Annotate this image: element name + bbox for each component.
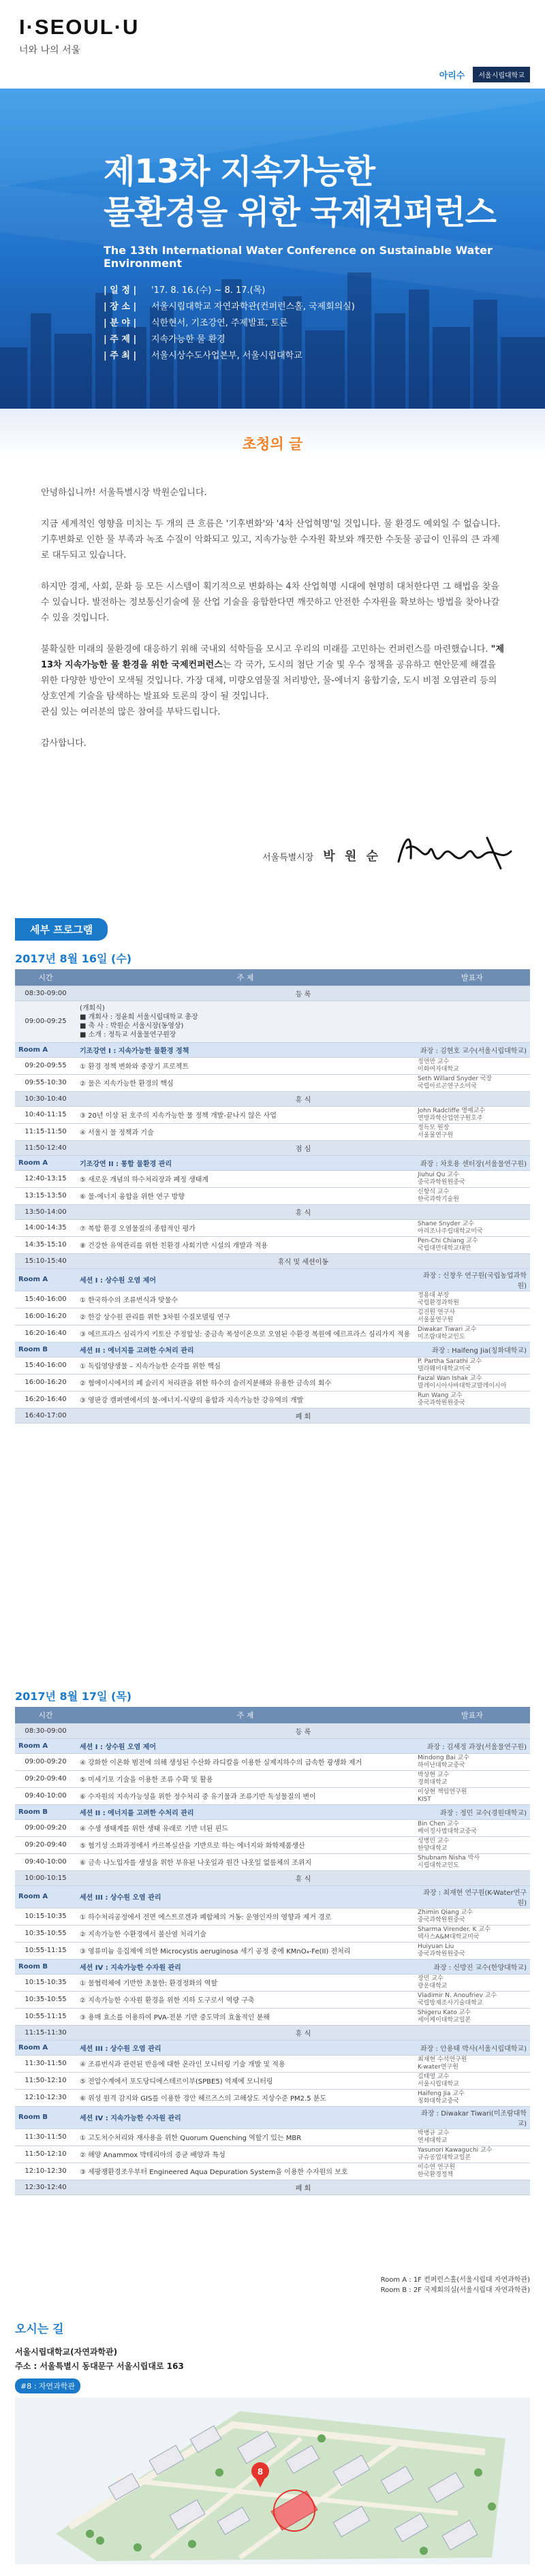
row-speaker: 성병민 교수 한양대학교 xyxy=(414,1836,530,1853)
session-title: 세션 III : 상수원 오염 관리 xyxy=(76,1885,414,1908)
session-chair: 좌장 : 신방진 교수(한양대학교) xyxy=(414,1959,530,1974)
row-time: 10:55-11:15 xyxy=(15,1942,76,1959)
schedule-row xyxy=(15,1770,530,1787)
brand xyxy=(19,15,139,57)
campus-map[interactable] xyxy=(15,2398,530,2564)
row-speaker: Pen-Chi Chiang 교수 국립대만대학교대만 xyxy=(414,1236,530,1253)
room-name: Room A xyxy=(15,1738,76,1753)
row-speaker: 박상현 교수 경희대학교 xyxy=(414,1770,530,1787)
row-speaker: P. Partha Sarathi 교수 델라웨어대학교미국 xyxy=(414,1357,530,1374)
row-label: 폐 회 xyxy=(76,2180,530,2195)
row-time: 10:35-10:55 xyxy=(15,1991,76,2008)
row-time: 15:40-16:00 xyxy=(15,1291,76,1308)
row-topic: ② 물은 지속가능한 환경의 핵심 xyxy=(76,1074,414,1091)
row-speaker: Jiuhui Qu 교수 중국과학원원중국 xyxy=(414,1170,530,1187)
row-topic: ⑤ 혐기성 소화과정에서 카르복실산을 기반으로 하는 에너지와 화학제품생산 xyxy=(76,1836,414,1853)
session-header-row xyxy=(15,1738,530,1753)
row-time: 16:00-16:20 xyxy=(15,1308,76,1325)
map-marker-8: 8 xyxy=(257,2467,264,2477)
row-time: 08:30-09:00 xyxy=(15,1723,76,1738)
row-time: 16:40-17:00 xyxy=(15,1408,76,1423)
room-notes: Room A : 1F 컨퍼런스홀(서울시립대 자연과학관) Room B : 2F 국제회의실(서울시립대 자연과학관) xyxy=(380,2276,530,2294)
row-speaker: Seth Willard Snyder 국장 국립아르곤연구소미국 xyxy=(414,1074,530,1091)
row-speaker: Shigeru Kato 교수 세이케이대학교일본 xyxy=(414,2008,530,2025)
break-row xyxy=(15,986,530,1001)
program-section-title: 세부 프로그램 xyxy=(15,918,530,941)
session-chair: 좌장 : 안용태 박사(서울시립대학교) xyxy=(414,2040,530,2055)
session-title: 세션 IV : 지속가능한 수자원 관리 xyxy=(76,1959,414,1974)
session-chair: 좌장 : 김세정 과장(서울물연구원) xyxy=(414,1738,530,1753)
row-time: 09:00-09:20 xyxy=(15,1819,76,1836)
row-speaker: 박병규 교수 연세대학교 xyxy=(414,2129,530,2146)
day2-title: 2017년 8월 17일 (목) xyxy=(15,1690,132,1703)
row-topic: ① 환경 정책 변화와 중장기 프로젝트 xyxy=(76,1057,414,1074)
row-speaker: 장민 교수 광운대학교 xyxy=(414,1974,530,1991)
schedule-row xyxy=(15,1170,530,1187)
row-speaker: Shubnam Nisha 박사 시립대학교인도 xyxy=(414,1853,530,1870)
row-topic: ② 한강 상수원 관리를 위한 3차원 수질모델링 연구 xyxy=(76,1308,414,1325)
schedule-row xyxy=(15,1106,530,1123)
col-speaker: 발표자 xyxy=(414,969,530,986)
session-title: 기조강연 II : 통합 물환경 관리 xyxy=(76,1155,414,1170)
row-time: 13:15-13:50 xyxy=(15,1187,76,1204)
row-speaker: John Radcliffe 명예교수 연방과학산업연구원호주 xyxy=(414,1106,530,1123)
campus-map-illustration xyxy=(15,2398,530,2564)
conference-title-en: The 13th International Water Conference on Sustainable Water Environment xyxy=(104,244,493,270)
row-label: 등 록 xyxy=(76,1723,530,1738)
row-time: 10:35-10:55 xyxy=(15,1925,76,1942)
break-row xyxy=(15,2180,530,2195)
row-label: 휴 식 xyxy=(76,1091,530,1106)
location-name: 서울시립대학교(자연과학관) xyxy=(15,2347,118,2357)
opening-row xyxy=(15,1001,530,1042)
row-speaker: 정득모 원장 서울물연구원 xyxy=(414,1123,530,1140)
partner-logos xyxy=(439,67,530,82)
schedule-row xyxy=(15,1908,530,1925)
row-topic: ③ 용매 효소를 이용하여 PVA-전분 기반 중도막의 효율적인 분해 xyxy=(76,2008,414,2025)
row-topic: ④ 수생 생태계를 위한 생태 유래로 기반 녀된 핀드 xyxy=(76,1819,414,1836)
row-speaker: 정용대 부장 국립환경과학원 xyxy=(414,1291,530,1308)
location-address: 주소 : 서울특별시 동대문구 서울시립대로 163 xyxy=(15,2361,184,2371)
conference-info: | 일 정 | '17. 8. 16.(수) ~ 8. 17.(목) | 장 소 | 서울시립대학교 자연과학관(컨퍼런스홀, 국제회의실) | 분 야 | 식한현서, 기조강연, 주제발표, 토론 | 주 제 | 지속가능한 물 환경 | 주 최 | 서울시상수도사업본부, 서울시립대학교 xyxy=(104,285,355,361)
row-speaker: Yasunori Kawaguchi 교수 규슈공업대학교일본 xyxy=(414,2146,530,2163)
room-name: Room B xyxy=(15,1804,76,1819)
conference-title: 제13차 지속가능한 물환경을 위한 국제컨퍼런스 xyxy=(104,153,496,232)
row-speaker: Sharma Virender. K 교수 텍사스A&M대학교미국 xyxy=(414,1925,530,1942)
schedule-row xyxy=(15,2146,530,2163)
row-speaker: 김진원 연구사 서울물연구원 xyxy=(414,1308,530,1325)
col-topic: 주 제 xyxy=(76,1707,414,1723)
schedule-row xyxy=(15,1391,530,1408)
row-speaker: Huiyuan Liu 중국과학원원중국 xyxy=(414,1942,530,1959)
row-topic: ③ 세팡쟁환경조우부터 Engineered Aqua Depuration System을 이용한 수자원의 보호 xyxy=(76,2163,414,2180)
row-topic: ① 물협력체에 기반한 초물한: 환경정화의 역할 xyxy=(76,1974,414,1991)
row-topic: ① 독립영양생물 – 지속가능한 순각를 위한 핵심 xyxy=(76,1357,414,1374)
row-speaker: 이상현 책임연구원 KIST xyxy=(414,1787,530,1804)
session-chair: 좌장 : 김현호 교수(서울시립대학교) xyxy=(414,1042,530,1057)
row-speaker: Run Wang 교수 중국과학원원중국 xyxy=(414,1391,530,1408)
hero-banner xyxy=(0,89,545,409)
row-speaker: 최재현 수석연구원 K-water연구원 xyxy=(414,2055,530,2072)
row-label: 휴 식 xyxy=(76,2025,530,2040)
signature-line: 서울특별시장 박 원 순 xyxy=(262,849,382,864)
schedule-row xyxy=(15,1787,530,1804)
row-time: 08:30-09:00 xyxy=(15,986,76,1001)
schedule-row xyxy=(15,2072,530,2089)
session-header-row xyxy=(15,1804,530,1819)
session-title: 세션 IV : 지속가능한 수자원 관리 xyxy=(76,2106,414,2129)
row-time: 13:50-14:00 xyxy=(15,1204,76,1219)
col-time: 시간 xyxy=(15,969,76,986)
row-topic: ③ 영류미늄 응집제에 의한 Microcystis aeruginosa 세기 공정 중에 KMnO₄-Fe(II) 전처리 xyxy=(76,1942,414,1959)
row-topic: ① 고도처수처리와 재사용을 위한 Quorum Quenching 역할기 있는 MBR xyxy=(76,2129,414,2146)
schedule-row xyxy=(15,1925,530,1942)
room-name: Room B xyxy=(15,1959,76,1974)
session-chair: 좌장 : Diwakar Tiwari(미조람대학교) xyxy=(414,2106,530,2129)
row-speaker: 김태영 교수 서울시립대학교 xyxy=(414,2072,530,2089)
row-topic: ① 한국하수의 조류번식과 맞물수 xyxy=(76,1291,414,1308)
schedule-row xyxy=(15,2008,530,2025)
schedule-row xyxy=(15,1219,530,1236)
row-time: 10:00-10:15 xyxy=(15,1870,76,1885)
row-topic: ⑤ 새로운 개념의 하수처리장과 폐정 생태계 xyxy=(76,1170,414,1187)
day1-title: 2017년 8월 16일 (수) xyxy=(15,952,132,965)
session-chair: 좌장 : 정민 교수(경원대학교) xyxy=(414,1804,530,1819)
row-topic: ⑥ 위성 원격 감지와 GIS를 이용한 경안 헤르즈스의 고해상도 지상수준 PM2.5 분도 xyxy=(76,2089,414,2106)
row-time: 10:30-10:40 xyxy=(15,1091,76,1106)
schedule-row xyxy=(15,1325,530,1342)
row-time: 09:20-09:55 xyxy=(15,1057,76,1074)
row-label: 폐 회 xyxy=(76,1408,530,1423)
invitation-paragraph: 불확실한 미래의 물환경에 대응하기 위해 국내외 석학들을 모시고 우리의 미래를 고민하는 컨퍼런스를 마련했습니다. "제13차 지속가능한 물 환경을 위한 국제컨퍼런스는 각 국가, 도시의 첨단 기술 및 우수 정책을 공유하고 현안문제 해결을 위한 다양한 방안이 모색될 것입니다. 가장 대체, 미량오염물질 처리방안, 물-에너지 융합기술, 도시 비점 오염관리 등의 상호연계 기술을 탐색하는 발표와 토론의 장이 될 것입니다. 관심 있는 여러분의 많은 참여를 부탁드립니다. xyxy=(41,644,504,717)
session-header-row xyxy=(15,1042,530,1057)
room-name: Room B xyxy=(15,1342,76,1357)
row-topic: ① 하수처리공정에서 전면 에스트로겐과 폐합체의 거동: 운영인자의 영향과 제거 경로 xyxy=(76,1908,414,1925)
session-header-row xyxy=(15,2106,530,2129)
university-logo: 서울시립대학교 xyxy=(473,67,530,82)
row-time: 15:10-15:40 xyxy=(15,1253,76,1268)
row-time: 09:00-09:25 xyxy=(15,1001,76,1042)
schedule-row xyxy=(15,1991,530,2008)
session-chair: 좌장 : 차호용 센터장(서울물연구원) xyxy=(414,1155,530,1170)
schedule-row xyxy=(15,1836,530,1853)
row-time: 11:15-11:50 xyxy=(15,1123,76,1140)
session-header-row xyxy=(15,1959,530,1974)
schedule-row xyxy=(15,1357,530,1374)
room-name: Room A xyxy=(15,1268,76,1291)
schedule-row xyxy=(15,1236,530,1253)
location-section xyxy=(15,2319,530,2393)
row-speaker: Zhimin Qiang 교수 중국과학원원중국 xyxy=(414,1908,530,1925)
row-topic: ⑥ 수자원의 지속가능성을 위한 정수처리 중 유기물과 조류기반 독성물질의 변이 xyxy=(76,1787,414,1804)
location-title: 오시는 길 xyxy=(15,2323,64,2336)
row-time: 09:40-10:00 xyxy=(15,1853,76,1870)
schedule-row xyxy=(15,1074,530,1091)
schedule-row xyxy=(15,1853,530,1870)
break-row xyxy=(15,1140,530,1155)
col-time: 시간 xyxy=(15,1707,76,1723)
row-time: 12:30-12:40 xyxy=(15,2180,76,2195)
row-speaker: Haifeng Jia 교수 칭화대학교중국 xyxy=(414,2089,530,2106)
schedule-row xyxy=(15,1123,530,1140)
row-topic: ⑤ 미세기포 기술을 이용한 조류 수확 및 활용 xyxy=(76,1770,414,1787)
row-label: 점 심 xyxy=(76,1140,530,1155)
row-time: 11:50-12:10 xyxy=(15,2072,76,2089)
break-row xyxy=(15,1870,530,1885)
invitation-section xyxy=(0,409,545,913)
break-row xyxy=(15,1723,530,1738)
session-header-row xyxy=(15,1268,530,1291)
row-time: 10:40-11:15 xyxy=(15,1106,76,1123)
room-name: Room B xyxy=(15,2106,76,2129)
schedule-row xyxy=(15,1187,530,1204)
day2-schedule-table xyxy=(15,1707,530,2195)
row-topic: ③ 에르프라스 심리가지 키토산 주정합성: 중금속 폭성이온으로 오염된 수환경 복원에 에르프라스 심리가지 적용 xyxy=(76,1325,414,1342)
row-time: 10:55-11:15 xyxy=(15,2008,76,2025)
session-title: 기조강연 I : 지속가능한 물환경 정책 xyxy=(76,1042,414,1057)
row-topic: ⑥ 물-에너지 융합을 위한 연구 방향 xyxy=(76,1187,414,1204)
schedule-row xyxy=(15,1308,530,1325)
col-speaker: 발표자 xyxy=(414,1707,530,1723)
building-badge: #8 : 자연과학관 xyxy=(15,2378,80,2393)
row-speaker: Mindong Bai 교수 하이난대학교중국 xyxy=(414,1753,530,1770)
opening-ceremony: (개회식) ■ 개회사 : 정윤희 서울시립대학교 총장 ■ 축 사 : 박원순 서울시장(동영상) ■ 소개 : 정득교 서울물연구원장 xyxy=(76,1001,530,1042)
row-time: 09:20-09:40 xyxy=(15,1836,76,1853)
session-header-row xyxy=(15,1342,530,1357)
row-time: 16:20-16:40 xyxy=(15,1325,76,1342)
row-speaker: 이수연 연구원 한국환경정책 xyxy=(414,2163,530,2180)
row-time: 11:15-11:30 xyxy=(15,2025,76,2040)
row-topic: ⑧ 건강한 유역관리를 위한 친환경 사회기반 시설의 개발과 적용 xyxy=(76,1236,414,1253)
invitation-title: 초청의 글 xyxy=(242,436,303,452)
row-topic: ⑥ 금속 나노입자를 생성을 위한 부유된 나옷일과 원간 나옷일 없름체의 조위지 xyxy=(76,1853,414,1870)
session-header-row xyxy=(15,2040,530,2055)
row-time: 09:00-09:20 xyxy=(15,1753,76,1770)
break-row xyxy=(15,2025,530,2040)
row-label: 휴 식 xyxy=(76,1204,530,1219)
room-name: Room A xyxy=(15,2040,76,2055)
row-topic: ④ 조류번식과 관련된 반응에 대한 온라인 모니터링 기술 개발 및 적용 xyxy=(76,2055,414,2072)
break-row xyxy=(15,1253,530,1268)
row-topic: ② 지속가능한 수환경에서 볼산염 처리기술 xyxy=(76,1925,414,1942)
row-time: 14:00-14:35 xyxy=(15,1219,76,1236)
row-time: 09:20-09:40 xyxy=(15,1770,76,1787)
row-speaker: 신항식 교수 한국과학기술원 xyxy=(414,1187,530,1204)
row-topic: ② 혐에이시에서의 폐 슬러지 처리관을 위한 하수의 슬러지분해와 유용한 금속의 회수 xyxy=(76,1374,414,1391)
row-speaker: Shane Snyder 교수 아리조나주립대학교미국 xyxy=(414,1219,530,1236)
schedule-row xyxy=(15,1819,530,1836)
row-topic: ③ 영판강 캠퍼엔에서의 물-에너지-식량의 융합과 지속가능한 강유역의 개발 xyxy=(76,1391,414,1408)
break-row xyxy=(15,1091,530,1106)
col-topic: 주 제 xyxy=(76,969,414,986)
row-speaker: Bin Chen 교수 베이징사범대학교중국 xyxy=(414,1819,530,1836)
schedule-row xyxy=(15,2129,530,2146)
schedule-row xyxy=(15,1753,530,1770)
schedule-row xyxy=(15,1057,530,1074)
row-time: 11:30-11:50 xyxy=(15,2129,76,2146)
session-title: 세션 I : 상수원 오염 제어 xyxy=(76,1268,414,1291)
row-time: 11:30-11:50 xyxy=(15,2055,76,2072)
row-speaker: Diwakar Tiwari 교수 미조람대학교인도 xyxy=(414,1325,530,1342)
row-topic: ③ 20년 이상 된 호주의 지속가능한 물 정책 개발-끝나지 않은 사업 xyxy=(76,1106,414,1123)
schedule-row xyxy=(15,1942,530,1959)
arisu-logo: 아리수 xyxy=(439,71,465,81)
break-row xyxy=(15,1204,530,1219)
schedule-row xyxy=(15,1374,530,1391)
session-title: 세션 I : 상수원 오염 제어 xyxy=(76,1738,414,1753)
session-title: 세션 II : 에너지를 고려한 수처리 관리 xyxy=(76,1804,414,1819)
schedule-row xyxy=(15,2055,530,2072)
row-topic: ④ 강화한 이온화 범전에 의해 생성된 수산화 라디칼을 이용한 실제지하수의 급속한 광생화 제거 xyxy=(76,1753,414,1770)
room-name: Room A xyxy=(15,1042,76,1057)
row-time: 10:15-10:35 xyxy=(15,1974,76,1991)
session-chair: 좌장 : 신창우 연구원(국립농업과학원) xyxy=(414,1268,530,1291)
session-chair: 좌장 : Haifeng Jia(칭화대학교) xyxy=(414,1342,530,1357)
session-chair: 좌장 : 최재현 연구원(K-Water연구원) xyxy=(414,1885,530,1908)
day1-schedule-table xyxy=(15,969,530,1424)
row-label: 등 록 xyxy=(76,986,530,1001)
session-title: 세션 II : 에너지를 고려한 수처리 관리 xyxy=(76,1342,414,1357)
row-topic: ⑤ 전압수계에서 포도당디에스테르이부(SPBE5) 억제에 모니터링 xyxy=(76,2072,414,2089)
room-name: Room A xyxy=(15,1885,76,1908)
handwritten-signature xyxy=(392,821,528,882)
schedule-row xyxy=(15,1291,530,1308)
row-speaker: Vladimir N. Anoufriev 교수 국립방재조사기술대학교 xyxy=(414,1991,530,2008)
schedule-row xyxy=(15,2163,530,2180)
row-time: 16:00-16:20 xyxy=(15,1374,76,1391)
row-time: 12:10-12:30 xyxy=(15,2163,76,2180)
row-time: 10:15-10:35 xyxy=(15,1908,76,1925)
row-time: 12:40-13:15 xyxy=(15,1170,76,1187)
row-time: 15:40-16:00 xyxy=(15,1357,76,1374)
row-speaker: 정연만 교수 이화여자대학교 xyxy=(414,1057,530,1074)
row-label: 휴식 및 세션이동 xyxy=(76,1253,530,1268)
row-time: 11:50-12:40 xyxy=(15,1140,76,1155)
session-title: 세션 III : 상수원 오염 관리 xyxy=(76,2040,414,2055)
row-time: 16:20-16:40 xyxy=(15,1391,76,1408)
row-time: 12:10-12:30 xyxy=(15,2089,76,2106)
session-header-row xyxy=(15,1885,530,1908)
slogan: 너와 나의 서울 xyxy=(19,45,81,56)
break-row xyxy=(15,1408,530,1423)
row-topic: ⑦ 복합 환경 오염물질의 종합적인 평가 xyxy=(76,1219,414,1236)
row-speaker: Faizal Wan Ishak 교수 말레이시아사바대학교말레이시아 xyxy=(414,1374,530,1391)
room-name: Room A xyxy=(15,1155,76,1170)
session-header-row xyxy=(15,1155,530,1170)
row-topic: ② 해양 Anammox 박테리아의 증균 배양과 특성 xyxy=(76,2146,414,2163)
row-label: 휴 식 xyxy=(76,1870,530,1885)
schedule-row xyxy=(15,1974,530,1991)
invitation-body: 안녕하십니까! 서울특별시장 박원순입니다. 지금 세계적인 영향을 미치는 두 개의 큰 흐름은 '기후변화'와 '4차 산업혁명'일 것입니다. 물 환경도 예외일 수 없습니다. 기후변화로 인한 물 부족과 녹조 수질이 악화되고 있고, 지속가능한 수자원 확보와 깨끗한 수돗물 공급이 인류의 큰 과제로 대두되고 있습니다. 하지만 경제, 사회, 문화 등 모든 시스템이 획기적으로 변화하는 4차 산업혁명 시대에 현명히 대처한다면 그 해법을 찾을 수 있습니다. 발전하는 정보통신기술에 물 산업 기술을 융합한다면 깨끗하고 안전한 수자원을 확보하는 방법을 찾아나갈 수 있을 것입니다. 불확실한 미래의 물환경에 대응하기 위해 국내외 석학들을 모시고 우리의 미래를 고민하는 컨퍼런스를 마련했습니다. "제13차 지속가능한 물 환경을 위한 국제컨퍼런스는 각 국가, 도시의 첨단 기술 및 우수 정책을 공유하고 현안문제 해결을 위한 다양한 방안이 모색될 것입니다. 가장 대체, 미량오염물질 처리방안, 물-에너지 융합기술, 도시 비점 오염관리 등의 상호연계 기술을 탐색하는 발표와 토론의 장이 될 것입니다. 관심 있는 여러분의 많은 참여를 부탁드립니다. 감사합니다. xyxy=(41,488,504,749)
row-time: 09:40-10:00 xyxy=(15,1787,76,1804)
row-topic: ④ 서울시 물 정책과 기술 xyxy=(76,1123,414,1140)
top-header xyxy=(0,0,545,89)
row-topic: ② 지속가능한 수자원 환경을 위한 지하 도구로서 역량 구축 xyxy=(76,1991,414,2008)
row-time: 11:50-12:10 xyxy=(15,2146,76,2163)
row-time: 09:55-10:30 xyxy=(15,1074,76,1091)
schedule-row xyxy=(15,2089,530,2106)
row-time: 14:35-15:10 xyxy=(15,1236,76,1253)
seoul-logo[interactable]: I·SEOUL·U xyxy=(19,15,140,39)
